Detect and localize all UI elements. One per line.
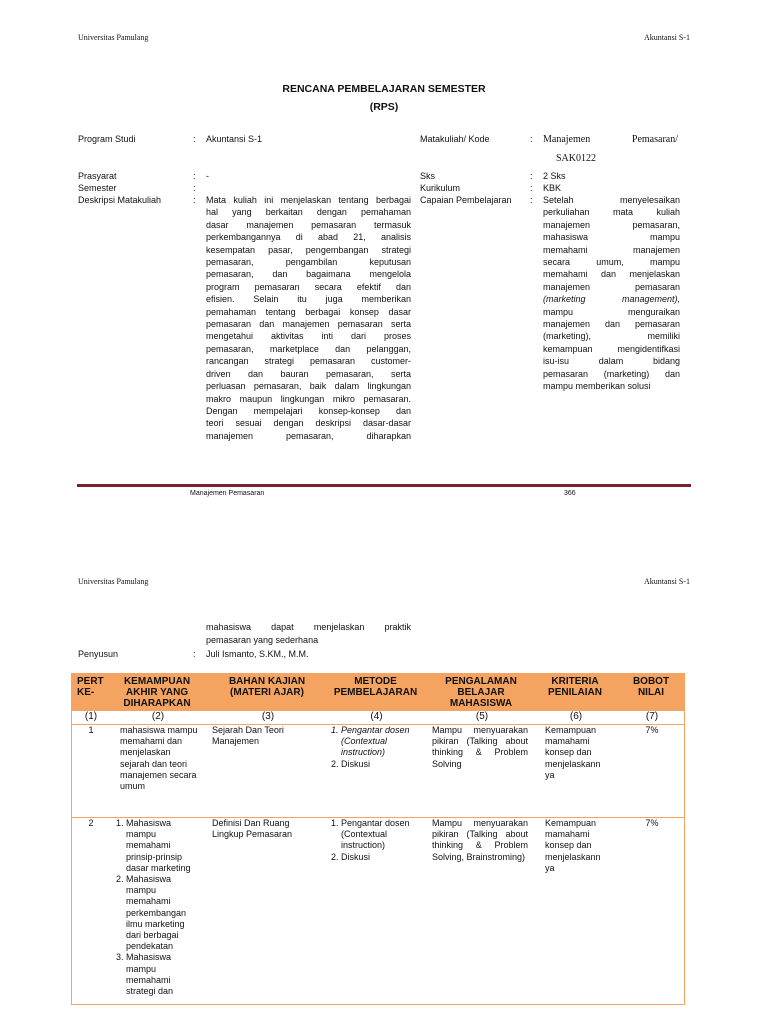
- label-matakuliah: Matakuliah/ Kode: [420, 134, 490, 144]
- cell-metode: [327, 725, 411, 770]
- colon: :: [193, 171, 196, 181]
- value-prasyarat: -: [206, 171, 209, 181]
- capaian-line: mahasiswa mampu: [543, 232, 680, 243]
- header-kemampuan: KEMAMPUAN AKHIR YANG DIHARAPKAN: [123, 676, 191, 709]
- deskripsi-line: dasar manajemen pemasaran termasuk: [206, 219, 411, 230]
- capaian-line: secara umum, mampu: [543, 257, 680, 268]
- header-bahan: BAHAN KAJIAN (MATERI AJAR): [228, 676, 306, 698]
- header-kriteria: KRITERIA PENILAIAN: [548, 676, 602, 698]
- kemampuan-item: 2. Mahasiswa mampu memahami perkembangan ilmu marketing dari berbagai pendekatan: [126, 874, 202, 952]
- value-matakuliah: [543, 134, 678, 145]
- deskripsi-line: perkembangannya di abad 21, analisis: [206, 232, 411, 243]
- deskripsi-line: pemasaran, marketplace dan pelanggan,: [206, 343, 411, 354]
- table-row: [72, 725, 684, 818]
- capaian-text: [543, 194, 680, 393]
- col-num: (6): [569, 711, 583, 722]
- label-kurikulum: Kurikulum: [420, 183, 461, 193]
- cell-kemampuan: [110, 818, 202, 997]
- deskripsi-line: program pemasaran secara efektif dan: [206, 281, 411, 292]
- deskripsi-line: driven dan bauran pemasaran, serta: [206, 368, 411, 379]
- col-num: (5): [475, 711, 489, 722]
- page-header-left: Universitas Pamulang: [78, 33, 149, 42]
- value-kurikulum: KBK: [543, 183, 562, 193]
- table-row: [72, 818, 684, 1004]
- header-bobot: BOBOT NILAI: [632, 676, 670, 698]
- cell-pengalaman: Mampu menyuarakan pikiran (Talking about thinking & Problem Solving: [432, 725, 528, 769]
- label-semester: Semester: [78, 183, 117, 193]
- capaian-line: mampu menguraikan: [543, 306, 680, 317]
- capaian-line: Setelah menyelesaikan: [543, 195, 680, 205]
- continuation-line: mahasiswa dapat menjelaskan praktik: [206, 622, 411, 632]
- continuation-line: pemasaran yang sederhana: [206, 635, 319, 645]
- deskripsi-line: kesempatan pasar, pengembangan strategi: [206, 244, 411, 255]
- matakuliah-name-2: Pemasaran/: [631, 134, 678, 145]
- capaian-line: manajemen dan pemasaran: [543, 319, 680, 330]
- deskripsi-text: [206, 194, 411, 442]
- table-header: [71, 673, 685, 711]
- capaian-line: perkuliahan mata kuliah: [543, 207, 680, 218]
- capaian-line: kemampuan mengidentifkasi: [543, 343, 680, 354]
- label-capaian: Capaian Pembelajaran: [420, 195, 512, 205]
- deskripsi-line: pemasaran dan manajemen pemasaran serta: [206, 319, 411, 330]
- cell-kriteria: Kemampuan mamahami konsep dan menjelaskann ya: [545, 818, 601, 873]
- capaian-line: mampu memberikan solusi: [543, 381, 651, 392]
- page-header-right: Akuntansi S-1: [644, 577, 690, 586]
- matakuliah-name: Manajemen: [543, 134, 591, 145]
- header-pert: PERT KE-: [77, 676, 104, 698]
- col-num: (3): [261, 711, 275, 722]
- deskripsi-line: pemasaran, pengambilan keputusan: [206, 257, 411, 268]
- label-deskripsi: Deskripsi Matakuliah: [78, 195, 162, 205]
- page-header-right: Akuntansi S-1: [644, 33, 690, 42]
- page-number: 366: [564, 490, 576, 497]
- colon: :: [530, 195, 533, 205]
- col-num: (7): [645, 711, 659, 722]
- deskripsi-line: pemahaman tentang berbagai konsep dasar: [206, 306, 411, 317]
- row-number: 1: [88, 725, 94, 735]
- capaian-line: manajemen pemasaran,: [543, 219, 680, 230]
- deskripsi-line: perluasan pemasaran, baik dalam lingkungan: [206, 381, 411, 392]
- value-program-studi: Akuntansi S-1: [206, 134, 263, 144]
- row-number: 2: [88, 818, 94, 828]
- value-sks: 2 Sks: [543, 171, 566, 181]
- cell-pengalaman: Mampu menyuarakan pikiran (Talking about thinking & Problem Solving, Brainstroming): [432, 818, 528, 862]
- header-pengalaman: PENGALAMAN BELAJAR MAHASISWA: [445, 676, 517, 709]
- footer-title: Manajemen Pemasaran: [190, 490, 265, 497]
- col-num: (1): [84, 711, 98, 722]
- value-penyusun: Juli Ismanto, S.KM., M.M.: [206, 649, 309, 659]
- cell-kemampuan: mahasiswa mampu memahami dan menjelaskan sejarah dan teori manajemen secara umum: [120, 725, 198, 792]
- label-prasyarat: Prasyarat: [78, 171, 117, 181]
- kemampuan-item: 3. Mahasiswa mampu memahami strategi dan: [126, 952, 202, 997]
- kemampuan-item: 1. Mahasiswa mampu memahami prinsip-prinsip dasar marketing: [126, 818, 202, 874]
- deskripsi-line: makro maupun lingkungan mikro pemasaran.: [206, 393, 411, 404]
- label-program-studi: Program Studi: [78, 134, 136, 144]
- colon: :: [530, 134, 533, 144]
- rps-table: [71, 673, 685, 1005]
- capaian-line: isu-isu dalam bidang: [543, 356, 680, 367]
- capaian-line: memahami dan menjelaskan: [543, 269, 680, 280]
- label-penyusun: Penyusun: [78, 649, 119, 659]
- deskripsi-line: Mata kuliah ini menjelaskan tentang berbagai: [206, 195, 411, 205]
- deskripsi-line: rancangan strategi pemasaran customer-: [206, 356, 411, 367]
- metode-item: 1. Pengantar dosen (Contextual instruction): [341, 818, 427, 852]
- footer-rule: [77, 484, 691, 487]
- colon: :: [530, 171, 533, 181]
- capaian-line: manajemen pemasaran: [543, 281, 680, 292]
- colon: :: [193, 183, 196, 193]
- deskripsi-line: teori sesuai dengan deskripsi dasar-dasar: [206, 418, 411, 429]
- metode-item: 1. Pengantar dosen (Contextual instruction): [341, 725, 411, 759]
- col-num: (2): [151, 711, 165, 722]
- metode-item: 2. Diskusi: [341, 759, 411, 770]
- document-title: RENCANA PEMBELAJARAN SEMESTER: [282, 83, 486, 95]
- deskripsi-line: pemasaran, dan bagaimana mengelola: [206, 269, 411, 280]
- colon: :: [193, 134, 196, 144]
- column-number-row: [72, 711, 684, 725]
- cell-metode: [327, 818, 427, 863]
- cell-bahan: Definisi Dan Ruang Lingkup Pemasaran: [212, 818, 293, 840]
- capaian-line: (marketing), memiliki: [543, 331, 680, 342]
- cell-bobot: 7%: [645, 725, 659, 735]
- metode-item: 2. Diskusi: [341, 852, 427, 863]
- document-subtitle: (RPS): [369, 101, 399, 113]
- cell-kriteria: Kemampuan mamahami konsep dan menjelaskann ya: [545, 725, 601, 780]
- page-header-left: Universitas Pamulang: [78, 577, 149, 586]
- label-sks: Sks: [420, 171, 436, 181]
- deskripsi-line: mengetahui aktivitas inti dari proses: [206, 331, 411, 342]
- colon: :: [193, 195, 196, 205]
- deskripsi-line: Dengan mempelajari konsep-konsep dan: [206, 405, 411, 416]
- value-kode: SAK0122: [556, 153, 597, 164]
- header-metode: METODE PEMBELAJARAN: [333, 676, 418, 698]
- capaian-line: pemasaran (marketing) dan: [543, 368, 680, 379]
- capaian-line: memahami manajemen: [543, 244, 680, 255]
- colon: :: [530, 183, 533, 193]
- deskripsi-line: hal yang berkaitan dengan pemahaman: [206, 207, 411, 218]
- deskripsi-line: manajemen pemasaran, diharapkan: [206, 430, 411, 441]
- col-num: (4): [370, 711, 383, 722]
- capaian-line: (marketing management),: [543, 294, 680, 305]
- cell-bobot: 7%: [645, 818, 659, 828]
- deskripsi-line: efisien. Selain itu juga memberikan: [206, 294, 411, 305]
- colon: :: [193, 649, 196, 659]
- cell-bahan: Sejarah Dan Teori Manajemen: [212, 725, 284, 747]
